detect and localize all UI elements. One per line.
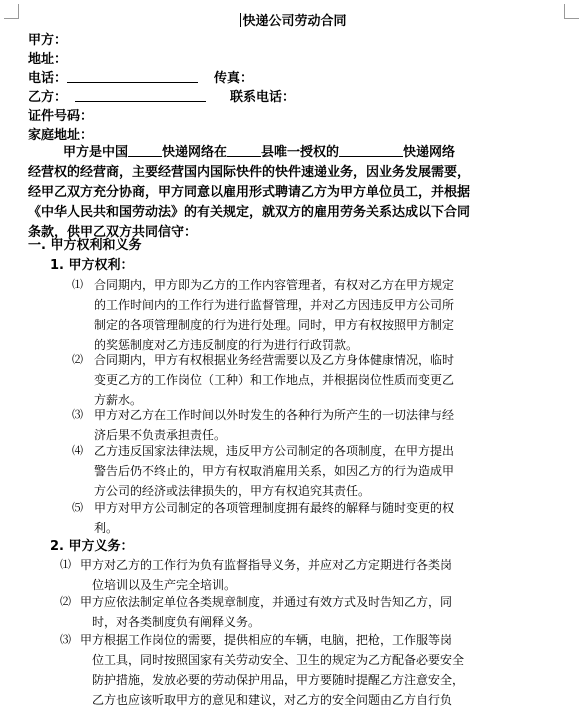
- phone-label: 电话：: [28, 71, 68, 86]
- intro-row-3: 经甲乙双方充分协商，甲方同意以雇用形式聘请乙方为甲方单位员工，并根据: [28, 185, 471, 200]
- party-b-label: 乙方：: [28, 90, 68, 105]
- intro-row-2: 经营权的经营商，主要经营国内国际快件的快件速递业务，因业务发展需要，: [28, 165, 471, 180]
- subheading-duties: 2. 甲方义务：: [50, 539, 134, 554]
- duties-item-3: ⑶ 甲方根据工作岗位的需要，提供相应的车辆，电脑，把枪，工作服等岗 位工具，同时按照国家有关劳动安全、卫生的规定为乙方配备必要安全 防护措施，发放必要的劳动保护用品，甲方要随时提醒乙方注意安全， 乙方也应该听取甲方的意见和建议，对乙方的安全问题由乙方自行负: [60, 633, 465, 707]
- rights-item-2: ⑵ 合同期内，甲方有权根据业务经营需要以及乙方身体健康情况，临时 变更乙方的工作岗位（工种）和工作地点，并根据岗位性质而变更乙 方薪水。: [72, 353, 455, 407]
- intro-row-4: 《中华人民共和国劳动法》的有关规定，就双方的雇用劳务关系达成以下合同: [28, 205, 471, 220]
- subheading-rights: 1. 甲方权利：: [50, 258, 134, 273]
- address-label: 地址：: [28, 52, 68, 67]
- intro-paragraph: [28, 143, 560, 243]
- duties-item-2: ⑵ 甲方应依法制定单位各类规章制度，并通过有效方式及时告知乙方，同 时，对各类制度负有阐释义务。: [60, 595, 453, 629]
- fax-label: 传真：: [214, 71, 254, 86]
- duties-item-1: ⑴ 甲方对乙方的工作行为负有监督指导义务，并应对乙方定期进行各类岗 位培训以及生产完全培训。: [60, 558, 453, 592]
- home-address-label: 家庭地址：: [28, 128, 94, 143]
- intro-row-5: 条款，供甲乙双方共同信守：: [28, 225, 198, 240]
- party-b-row: [28, 88, 295, 107]
- intro-row-1: 甲方是中国 快递网络在 县唯一授权的 快递网络: [63, 145, 456, 160]
- rights-item-5: ⑸ 甲方对甲方公司制定的各项管理制度拥有最终的解释与随时变更的权 利。: [72, 501, 455, 535]
- section-heading-1: 一. 甲方权利和义务: [28, 238, 142, 253]
- party-a-label: 甲方：: [28, 33, 68, 48]
- rights-item-4: ⑷ 乙方违反国家法律法规，违反甲方公司制定的各项制度，在甲方提出 警告后仍不终止的，甲方有权取消雇用关系，如因乙方的行为造成甲 方公司的经济或法律损失的，甲方有权追究其责任。: [72, 444, 455, 498]
- rights-item-1: ⑴ 合同期内，甲方即为乙方的工作内容管理者，有权对乙方在甲方规定 的工作时间内的工作行为进行监督管理，并对乙方因违反甲方公司所 制定的各项管理制度的行为进行处理。同时，甲方有权按照甲方制定 的奖惩制度对乙方违反制度的行为进行行政罚款。: [72, 278, 455, 352]
- rights-item-3: ⑶ 甲方对乙方在工作时间以外时发生的各种行为所产生的一切法律与经 济后果不负责承担责任。: [72, 408, 455, 442]
- party-b-blank: [75, 88, 206, 102]
- phone-row: [28, 69, 253, 88]
- contact-phone-label: 联系电话：: [230, 90, 296, 105]
- phone-blank: [67, 69, 198, 83]
- document-title: 快递公司劳动合同: [242, 14, 347, 29]
- id-number-label: 证件号码：: [28, 109, 94, 124]
